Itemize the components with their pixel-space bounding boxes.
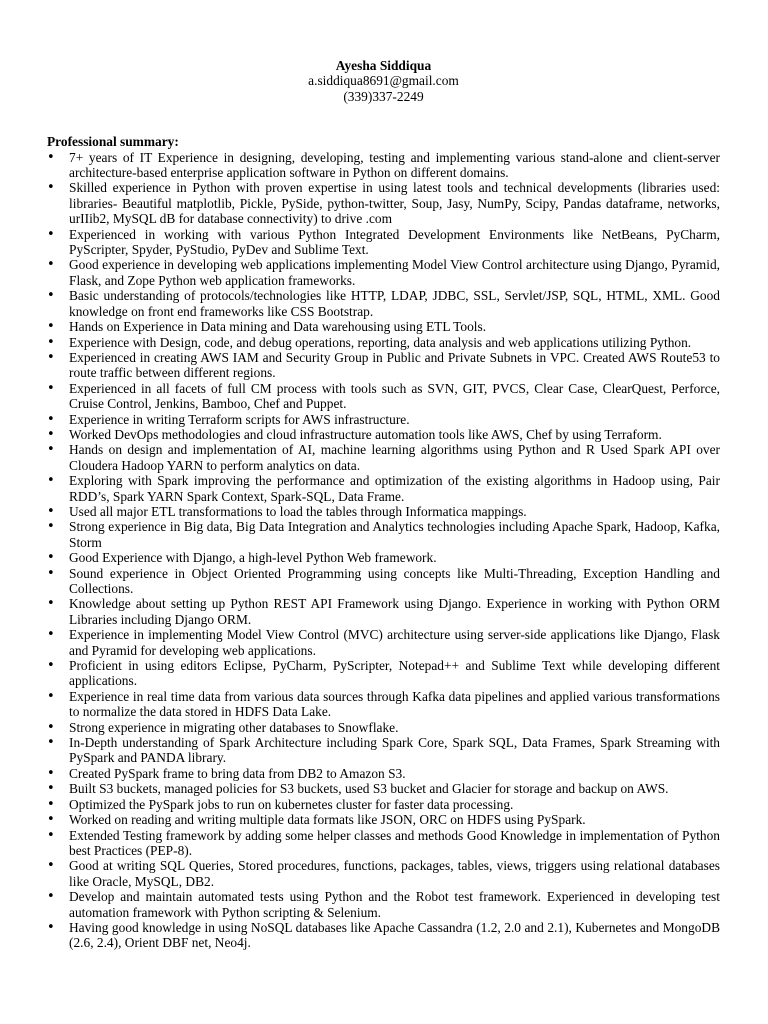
summary-bullet-item: • Develop and maintain automated tests using Python and the Robot test framework. Experienced in developing test automation framework with Python scripting & Selenium.	[47, 889, 720, 920]
summary-bullet-item: • Knowledge about setting up Python REST API Framework using Django. Experience in working with Python ORM Libraries including Django ORM.	[47, 596, 720, 627]
summary-bullet-item: • In-Depth understanding of Spark Architecture including Spark Core, Spark SQL, Data Frames, Spark Streaming with PySpark and PANDA library.	[47, 735, 720, 766]
professional-summary-list	[47, 150, 720, 951]
professional-summary-heading: Professional summary:	[47, 134, 179, 150]
summary-bullet-item: • Skilled experience in Python with proven expertise in using latest tools and technical developments (libraries used: libraries- Beautiful matplotlib, Pickle, PySide, python-twitter, Soup, Jasy, NumPy, Scipy, Pandas dataframe, networks, urIIib2, MySQL dB for database connectivity) to drive .com	[47, 180, 720, 226]
summary-bullet-item: • 7+ years of IT Experience in designing, developing, testing and implementing various stand-alone and client-server architecture-based enterprise application software in Python on different domains.	[47, 150, 720, 181]
summary-bullet-item: • Experienced in working with various Python Integrated Development Environments like NetBeans, PyCharm, PyScripter, Spyder, PyStudio, PyDev and Sublime Text.	[47, 227, 720, 258]
summary-bullet-item: • Strong experience in migrating other databases to Snowflake.	[47, 720, 720, 735]
summary-bullet-item: • Worked on reading and writing multiple data formats like JSON, ORC on HDFS using PySpark.	[47, 812, 720, 827]
resume-header	[47, 58, 720, 104]
summary-bullet-item: • Extended Testing framework by adding some helper classes and methods Good Knowledge in implementation of Python best Practices (PEP-8).	[47, 828, 720, 859]
summary-bullet-item: • Created PySpark frame to bring data from DB2 to Amazon S3.	[47, 766, 720, 781]
summary-bullet-item: • Good at writing SQL Queries, Stored procedures, functions, packages, tables, views, triggers using relational databases like Oracle, MySQL, DB2.	[47, 858, 720, 889]
summary-bullet-item: • Hands on Experience in Data mining and Data warehousing using ETL Tools.	[47, 319, 720, 334]
summary-bullet-item: • Good experience in developing web applications implementing Model View Control architecture using Django, Pyramid, Flask, and Zope Python web application frameworks.	[47, 257, 720, 288]
summary-bullet-item: • Proficient in using editors Eclipse, PyCharm, PyScripter, Notepad++ and Sublime Text while developing different applications.	[47, 658, 720, 689]
summary-bullet-item: • Strong experience in Big data, Big Data Integration and Analytics technologies including Apache Spark, Hadoop, Kafka, Storm	[47, 519, 720, 550]
summary-bullet-item: • Exploring with Spark improving the performance and optimization of the existing algorithms in Hadoop using, Pair RDD’s, Spark YARN Spark Context, Spark-SQL, Data Frame.	[47, 473, 720, 504]
summary-bullet-item: • Experience in real time data from various data sources through Kafka data pipelines and applied various transformations to normalize the data stored in HDFS Data Lake.	[47, 689, 720, 720]
summary-bullet-item: • Experience in writing Terraform scripts for AWS infrastructure.	[47, 412, 720, 427]
email-address: a.siddiqua8691@gmail.com	[308, 73, 459, 89]
summary-bullet-item: • Hands on design and implementation of AI, machine learning algorithms using Python and R Used Spark API over Cloudera Hadoop YARN to perform analytics on data.	[47, 442, 720, 473]
summary-bullet-item: • Having good knowledge in using NoSQL databases like Apache Cassandra (1.2, 2.0 and 2.1), Kubernetes and MongoDB (2.6, 2.4), Orient DBF net, Neo4j.	[47, 920, 720, 951]
summary-bullet-item: • Used all major ETL transformations to load the tables through Informatica mappings.	[47, 504, 720, 519]
summary-bullet-item: • Experience in implementing Model View Control (MVC) architecture using server-side applications like Django, Flask and Pyramid for developing web applications.	[47, 627, 720, 658]
summary-bullet-item: • Sound experience in Object Oriented Programming using concepts like Multi-Threading, Exception Handling and Collections.	[47, 566, 720, 597]
summary-bullet-item: • Good Experience with Django, a high-level Python Web framework.	[47, 550, 720, 565]
summary-bullet-item: • Experienced in creating AWS IAM and Security Group in Public and Private Subnets in VPC. Created AWS Route53 to route traffic between different regions.	[47, 350, 720, 381]
candidate-name: Ayesha Siddiqua	[335, 58, 432, 73]
summary-bullet-item: • Experience with Design, code, and debug operations, reporting, data analysis and web applications utilizing Python.	[47, 335, 720, 350]
phone-number: (339)337-2249	[343, 88, 424, 104]
summary-bullet-item: • Built S3 buckets, managed policies for S3 buckets, used S3 bucket and Glacier for storage and backup on AWS.	[47, 781, 720, 796]
summary-bullet-item: • Worked DevOps methodologies and cloud infrastructure automation tools like AWS, Chef by using Terraform.	[47, 427, 720, 442]
summary-bullet-item: • Experienced in all facets of full CM process with tools such as SVN, GIT, PVCS, Clear Case, ClearQuest, Perforce, Cruise Control, Jenkins, Bamboo, Chef and Puppet.	[47, 381, 720, 412]
summary-bullet-item: • Basic understanding of protocols/technologies like HTTP, LDAP, JDBC, SSL, Servlet/JSP, SQL, HTML, XML. Good knowledge on front end frameworks like CSS Bootstrap.	[47, 288, 720, 319]
summary-bullet-item: • Optimized the PySpark jobs to run on kubernetes cluster for faster data processing.	[47, 797, 720, 812]
